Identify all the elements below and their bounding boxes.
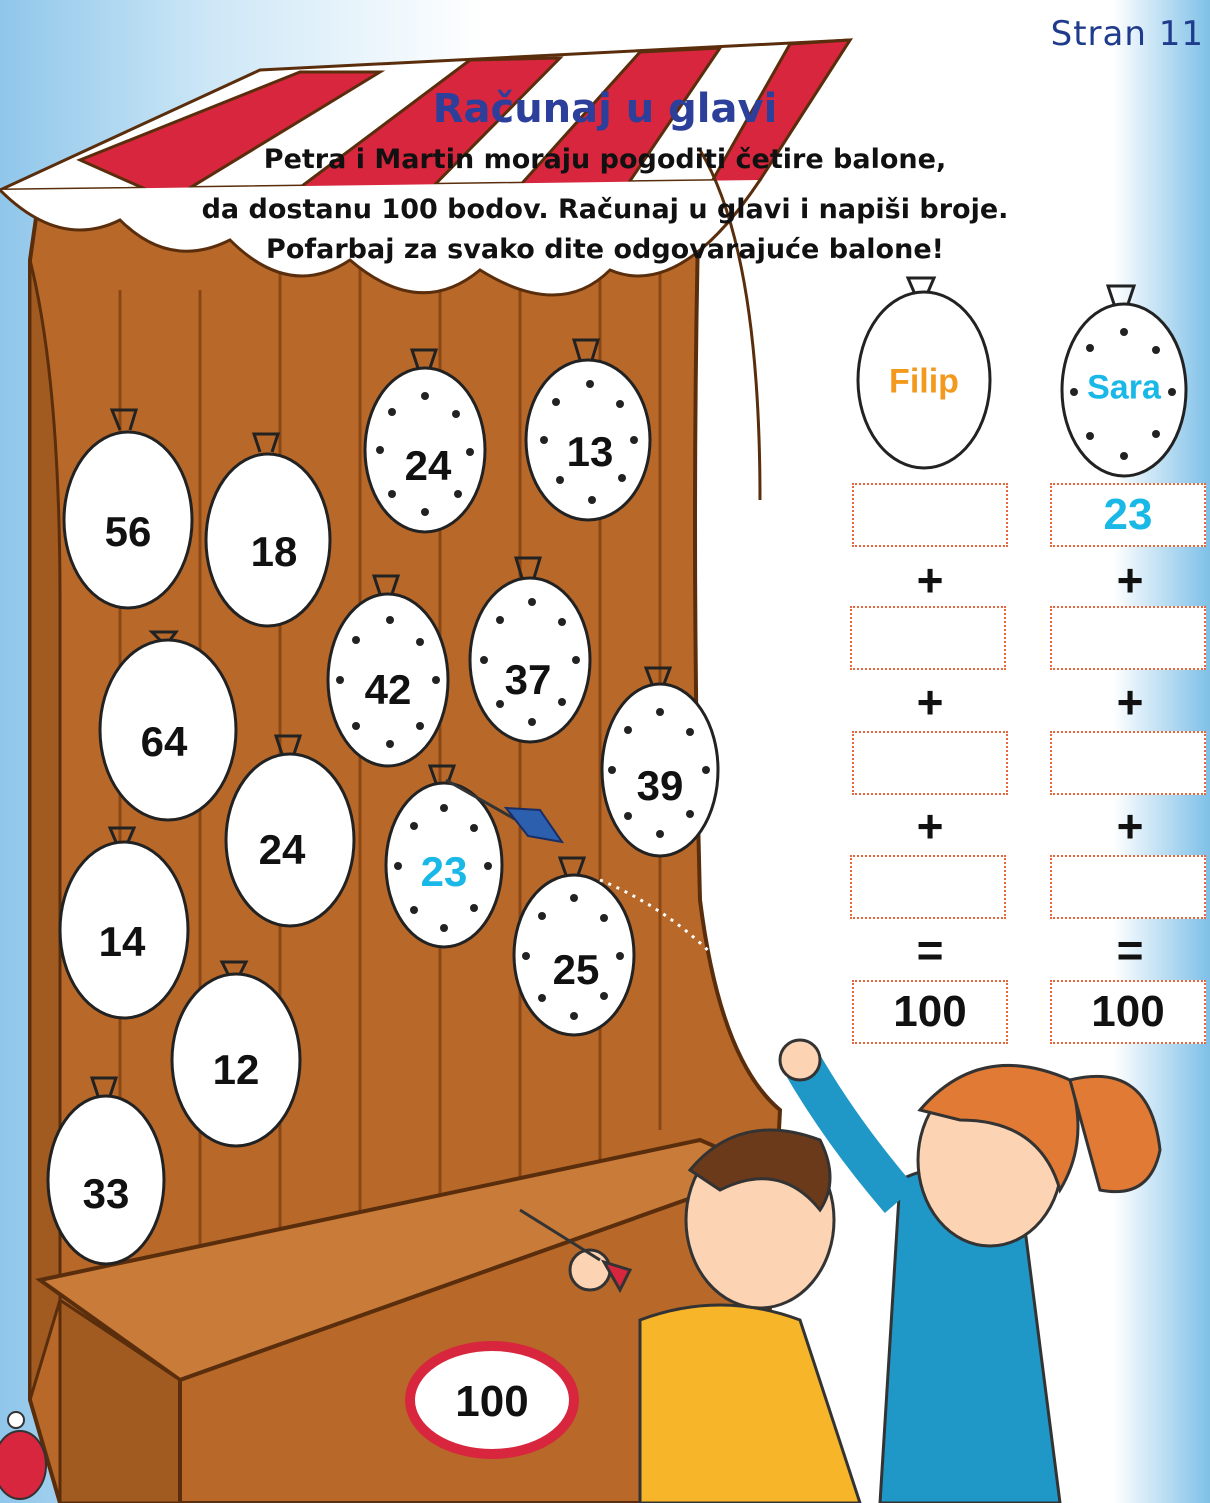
equals-sign: = (916, 924, 944, 976)
filip-total: 100 (852, 980, 1008, 1044)
page-title: Računaj u glavi (432, 86, 778, 132)
player-name-filip: Filip (889, 362, 959, 401)
balloon-value[interactable]: 24 (404, 442, 452, 489)
instruction-line-1: Petra i Martin moraju pogoditi četire balone, (263, 144, 947, 175)
filip-answer-1[interactable] (852, 483, 1008, 547)
filip-answer-2[interactable] (850, 606, 1006, 670)
plus-sign: + (916, 554, 944, 606)
sara-answer-3[interactable] (1050, 731, 1206, 795)
instruction-line-3: Pofarbaj za svako dite odgovarajuće balone! (266, 234, 944, 265)
score-sign-value: 100 (455, 1377, 529, 1426)
plus-sign: + (916, 800, 944, 852)
instruction-line-2: da dostanu 100 bodov. Računaj u glavi i napiši broje. (201, 194, 1009, 225)
sara-answer-1[interactable]: 23 (1050, 483, 1206, 547)
balloon-value[interactable]: 39 (636, 762, 684, 809)
balloon-value[interactable]: 13 (566, 428, 614, 475)
balloon-value[interactable]: 33 (82, 1170, 130, 1217)
balloon-value[interactable]: 64 (140, 718, 188, 765)
balloon-value-highlighted[interactable]: 23 (420, 848, 468, 895)
equals-sign: = (1116, 924, 1144, 976)
balloon-value[interactable]: 25 (552, 946, 600, 993)
filip-answer-3[interactable] (852, 731, 1008, 795)
page-number: Stran 11 (1050, 14, 1204, 54)
sara-answer-2[interactable] (1050, 606, 1206, 670)
plus-sign: + (1116, 800, 1144, 852)
balloon-value[interactable]: 24 (258, 826, 306, 873)
balloon-value[interactable]: 42 (364, 666, 412, 713)
balloon-value[interactable]: 12 (212, 1046, 260, 1093)
booth-side (30, 260, 60, 1400)
player-name-sara: Sara (1087, 368, 1161, 407)
balloon-value[interactable]: 37 (504, 656, 552, 703)
plus-sign: + (916, 676, 944, 728)
plus-sign: + (1116, 554, 1144, 606)
sara-answer-4[interactable] (1050, 855, 1206, 919)
balloon-value[interactable]: 56 (104, 508, 152, 555)
filip-answer-4[interactable] (850, 855, 1006, 919)
plus-sign: + (1116, 676, 1144, 728)
balloon-value[interactable]: 18 (250, 528, 298, 575)
balloon-value[interactable]: 14 (98, 918, 146, 965)
sara-total: 100 (1050, 980, 1206, 1044)
